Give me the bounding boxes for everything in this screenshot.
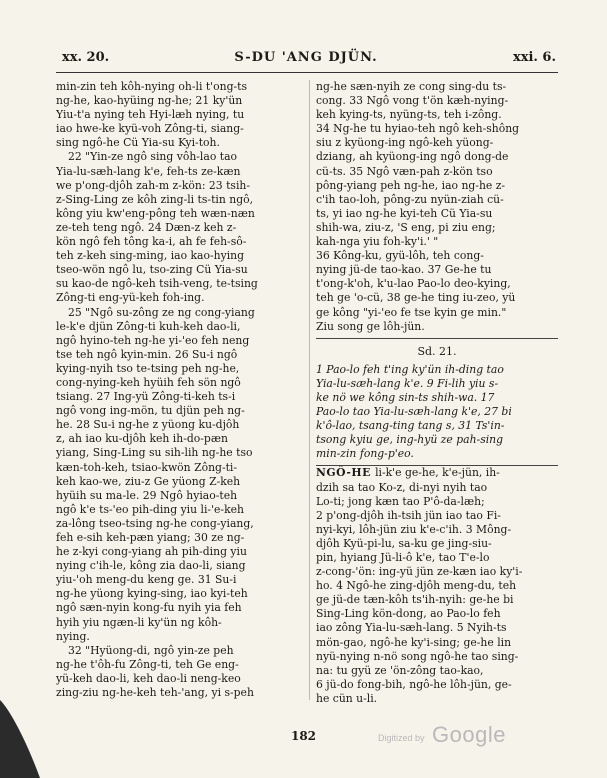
text-line: teh ge 'o-cü, 38 ge-he ting iu-zeo, yü: [316, 291, 516, 305]
digitized-by-label: Digitized by: [378, 733, 425, 743]
text-line: we p'ong-djôh zah-m z-kön: 23 tsih-: [56, 178, 251, 192]
text-line: tseo-wön ngô lu, tso-zing Cü Yia-su: [56, 263, 248, 277]
text-line: za-lông tseo-tsing ng-he cong-yiang,: [56, 516, 254, 530]
text-line: 32 "Hyüong-di, ngô yin-ze peh: [68, 643, 234, 657]
text-line: kön ngô feh tông ka-i, ah fe feh-sô-: [56, 235, 247, 249]
text-line: nying jü-de tao-kao. 37 Ge-he tu: [316, 263, 492, 277]
text-line: ng-he, kao-hyüing ng-he; 21 ky'ün: [56, 94, 243, 108]
text-line: Yiu-t'a nying teh Hyi-læh nying, tu: [56, 108, 245, 122]
text-line: pin, hyiang Jü-li-ô k'e, tao T'e-lo: [316, 551, 490, 564]
text-line: ze-teh teng ngô. 24 Dæn-z keh z-: [56, 220, 237, 234]
google-watermark: Google: [432, 722, 506, 747]
text-line: zing-ziu ng-he-keh teh-'ang, yi s-peh: [56, 686, 254, 700]
left-column: [56, 80, 299, 700]
text-line: su kao-de ngô-keh tsih-veng, te-tsing: [56, 277, 258, 291]
text-line: sing ngô-he Cü Yia-su Kyi-toh.: [56, 136, 220, 150]
text-line: siu z kyüong-ing ngô-keh yüong-: [316, 136, 494, 150]
header-rule: [56, 72, 558, 73]
text-line: ngô sæn-nyin kong-fu nyih yia feh: [56, 601, 242, 615]
text-line: tse teh ngô kyin-min. 26 Su-i ngô: [56, 347, 238, 361]
text-line: cü-ts. 35 Ngô væn-pah z-kön tso: [316, 164, 493, 178]
text-line: z-cong-'ön: ing-yü jün ze-kæn iao ky'i-: [316, 565, 523, 579]
text-line: Lo-ti; jong kæn tao P'ô-da-læh;: [316, 494, 485, 508]
header-chapter-right: xxi. 6.: [512, 50, 556, 65]
text-line: yiu-'oh meng-du keng ge. 31 Su-i: [56, 573, 237, 587]
right-column: [316, 80, 558, 706]
summary-line: Pao-lo tao Yia-lu-sæh-lang k'e, 27 bi: [316, 405, 512, 419]
text-line: Ziu song ge lôh-jün.: [316, 319, 425, 333]
text-line: kah-nga yiu foh-ky'i.' ": [316, 235, 439, 249]
text-line: z-Sing-Ling ze kôh zing-li ts-tin ngô,: [56, 192, 254, 206]
text-line: ho. 4 Ngô-he zing-djôh meng-du, teh: [316, 579, 517, 593]
right-column-continuation: [316, 80, 558, 334]
text-line: yiang, Sing-Ling su sih-lih ng-he tso: [56, 446, 253, 460]
page-corner-shadow: [0, 700, 40, 778]
text-line: 25 "Ngô su-zông ze ng cong-yiang: [68, 305, 255, 319]
text-line: he cün u-li.: [316, 691, 378, 705]
text-line: ge jü-de tæn-kôh ts'ih-nyih: ge-he bi: [316, 593, 514, 607]
section-rule: [316, 338, 558, 339]
summary-line: ke nö we kông sin-ts shih-wa. 17: [316, 390, 495, 404]
text-line: ngô hyino-teh ng-he yi-'eo feh neng: [56, 333, 250, 347]
text-line: min-zin teh kôh-nying oh-li t'ong-ts: [56, 80, 248, 93]
section-heading: Sd. 21.: [417, 344, 457, 358]
text-line: nyi-kyi, lôh-jün ziu k'e-c'ih. 3 Mông-: [316, 522, 512, 536]
page-number: 182: [290, 729, 317, 743]
text-line: kông yiu kw'eng-pông teh wæn-næn: [56, 206, 255, 220]
text-line: nying c'ih-le, kông zia dao-li, siang: [56, 559, 246, 573]
text-line: le-k'e djün Zông-ti kuh-keh dao-li,: [56, 319, 241, 333]
text-line: z, ah iao ku-djôh keh ih-do-pæn: [56, 432, 228, 446]
text-line: keh kying-ts, nyüng-ts, teh i-zông.: [316, 108, 502, 122]
text-line: na: tu gyü ze 'ön-zông tao-kao,: [316, 663, 484, 677]
summary-line: tsong kyiu ge, ing-hyü ze pah-sing: [316, 433, 504, 447]
text-line: ng-he sæn-nyih ze cong sing-du ts-: [316, 80, 507, 93]
text-line: ng-he yüong kying-sing, iao kyi-teh: [56, 587, 248, 601]
text-line: nyü-nying n-nö song ngô-he tao sing-: [316, 649, 519, 663]
text-line: c'ih tao-loh, pông-zu nyün-ziah cü-: [316, 192, 504, 206]
text-line: kæn-toh-keh, tsiao-kwön Zông-ti-: [56, 460, 238, 474]
text-line: djôh Kyü-pi-lu, sa-ku ge jing-siu-: [316, 536, 492, 550]
text-line: keh kao-we, ziu-z Ge yüong Z-keh: [56, 474, 241, 488]
text-line: dzih sa tao Ko-z, di-nyi nyih tao: [316, 480, 488, 494]
text-line: 34 Ng-he tu hyiao-teh ngô keh-shông: [316, 122, 520, 136]
text-line: ng-he t'ôh-fu Zông-ti, teh Ge eng-: [56, 657, 239, 671]
text-line: 22 "Yin-ze ngô sing vôh-lao tao: [68, 150, 238, 164]
text-line: teh z-keh sing-ming, iao kao-hying: [56, 249, 245, 263]
text-line: nying.: [56, 629, 90, 643]
text-line: Yia-lu-sæh-lang k'e, feh-ts ze-kæn: [56, 164, 241, 178]
text-line: pông-yiang peh ng-he, iao ng-he z-: [316, 178, 506, 192]
text-line: ge kông "yi-'eo fe tse kyin ge min.": [316, 305, 507, 319]
chapter-drop-cap: NGÔ-HE: [316, 466, 376, 480]
chapter-body: [316, 466, 558, 706]
text-line: mön-gao, ngô-he ky'i-sing; ge-he lin: [316, 635, 512, 649]
chapter-summary: [316, 363, 558, 462]
text-line: 36 Kông-ku, gyü-lôh, teh cong-: [316, 249, 484, 263]
summary-line: Yia-lu-sæh-lang k'e. 9 Fi-lih yiu s-: [316, 376, 499, 390]
text-line: 6 jü-do fong-bih, ngô-he lôh-jün, ge-: [316, 677, 512, 691]
text-line: iao zông Yia-lu-sæh-lang. 5 Nyih-ts: [316, 621, 507, 635]
running-header: [56, 50, 556, 68]
text-line: Sing-Ling kön-dong, ao Pao-lo feh: [316, 607, 501, 621]
text-line: ngô vong ing-mön, tu djün peh ng-: [56, 404, 245, 418]
text-line: ts, yi iao ng-he kyi-teh Cü Yia-su: [316, 206, 493, 220]
text-line: hyih yiu ngæn-li ky'ün ng kôh-: [56, 615, 222, 629]
text-line: shih-wa, ziu-z, 'S eng, pi ziu eng;: [316, 220, 496, 234]
text-line: yü-keh dao-li, keh dao-li neng-keo: [56, 671, 241, 685]
text-line: t'ong-k'oh, k'u-lao Pao-lo deo-kying,: [316, 277, 511, 291]
text-line: cong. 33 Ngô vong t'ön kæh-nying-: [316, 94, 509, 108]
summary-line: k'ô-lao, tsang-ting tang s, 31 Ts'in-: [316, 419, 505, 433]
text-line: 2 p'ong-djôh ih-tsih jün iao tao Fi-: [316, 508, 501, 522]
text-line: Zông-ti eng-yü-keh foh-ing.: [56, 291, 205, 305]
header-chapter-left: xx. 20.: [62, 50, 110, 65]
text-line: iao hwe-ke kyü-voh Zông-ti, siang-: [56, 122, 244, 136]
text-line: tsiang. 27 Ing-yü Zông-ti-keh ts-i: [56, 390, 236, 404]
summary-line: min-zin fong-p'eo.: [316, 447, 414, 461]
column-separator: [309, 80, 310, 700]
text-line: feh e-sih keh-pæn yiang; 30 ze ng-: [56, 531, 245, 544]
text-line: dziang, ah kyüong-ing ngô dong-de: [316, 150, 509, 164]
text-line: kying-nyih tso te-tsing peh ng-he,: [56, 361, 240, 375]
summary-line: 1 Pao-lo feh t'ing ky'ün ih-ding tao: [316, 362, 504, 376]
text-line-rest: li-k'e ge-he, k'e-jün, ih-: [375, 466, 500, 480]
text-line: [316, 466, 558, 480]
text-line: he. 28 Su-i ng-he z yüong ku-djôh: [56, 418, 240, 432]
text-line: hyüih su ma-le. 29 Ngô hyiao-teh: [56, 488, 238, 502]
text-line: cong-nying-keh hyüih feh sön ngô: [56, 375, 241, 389]
header-title: S-DU 'ANG DJÜN.: [234, 50, 378, 65]
text-line: ngô k'e ts-'eo pih-ding yiu li-'e-keh: [56, 502, 244, 516]
text-line: he z-kyi cong-yiang ah pih-ding yiu: [56, 545, 247, 559]
